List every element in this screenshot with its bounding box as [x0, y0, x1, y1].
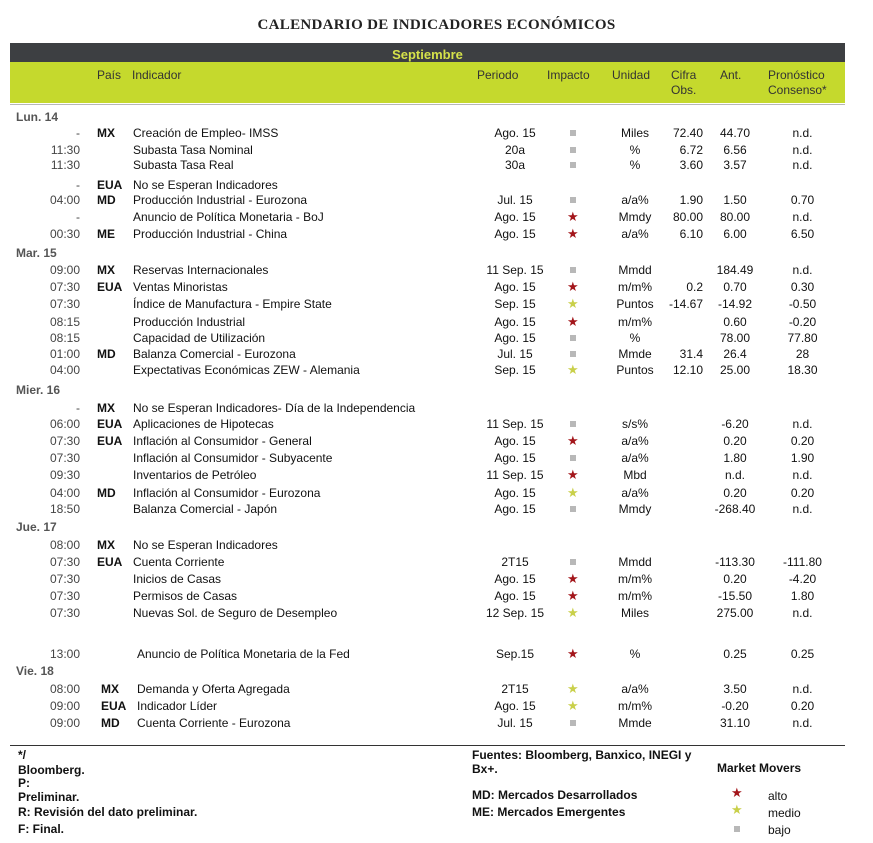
time-cell: 04:00: [49, 363, 80, 377]
square-icon: [570, 147, 576, 153]
time-cell: 18:50: [49, 502, 80, 516]
consensus-cell: 18.30: [787, 363, 818, 377]
table-row: [10, 450, 845, 466]
ant-cell: 0.70: [723, 280, 747, 294]
obs-cell: 6.10: [679, 227, 703, 241]
obs-cell: 6.72: [679, 143, 703, 157]
square-icon: [570, 455, 576, 461]
star-icon: ★: [731, 785, 743, 800]
country-cell: MD: [101, 716, 120, 730]
header-impacto: Impacto: [547, 68, 590, 82]
period-cell: Ago. 15: [494, 210, 536, 224]
time-cell: 04:00: [49, 193, 80, 207]
period-cell: Jul. 15: [497, 716, 533, 730]
unit-cell: Miles: [620, 126, 649, 140]
country-cell: MX: [97, 538, 115, 552]
consensus-cell: -0.20: [788, 315, 817, 329]
ant-cell: 26.4: [723, 347, 747, 361]
square-icon: [570, 267, 576, 273]
consensus-cell: n.d.: [792, 263, 813, 277]
table-header: [10, 65, 845, 103]
impact-cell: ★: [567, 362, 579, 377]
ant-cell: 25.00: [719, 363, 751, 377]
unit-cell: Mmde: [618, 716, 652, 730]
consensus-cell: 1.90: [790, 451, 815, 465]
period-cell: 30a: [504, 158, 526, 172]
sources-text: Fuentes: Bloomberg, Banxico, INEGI y: [472, 748, 692, 762]
ant-cell: 6.56: [723, 143, 747, 157]
unit-cell: m/m%: [618, 699, 652, 713]
header-unidad: Unidad: [612, 68, 651, 82]
period-cell: Ago. 15: [494, 451, 536, 465]
table-row: [10, 485, 845, 501]
indicator-cell: Subasta Tasa Nominal: [133, 143, 253, 157]
legend-label: medio: [768, 806, 801, 820]
impact-cell: ★: [567, 314, 579, 329]
time-cell: 04:00: [49, 486, 80, 500]
ant-cell: 31.10: [719, 716, 751, 730]
time-cell: -: [76, 178, 80, 192]
indicator-cell: Capacidad de Utilización: [133, 331, 266, 345]
ant-cell: -6.20: [721, 417, 749, 431]
day-header: [10, 109, 845, 125]
legend-label: bajo: [768, 823, 791, 837]
table-row: [10, 605, 845, 621]
unit-cell: m/m%: [618, 315, 652, 329]
ant-cell: 3.57: [723, 158, 747, 172]
ant-cell: -113.30: [715, 555, 755, 569]
unit-cell: Mmdy: [618, 210, 652, 224]
square-icon: [570, 720, 576, 726]
time-cell: 07:30: [49, 572, 80, 586]
unit-cell: %: [629, 158, 641, 172]
consensus-cell: 0.30: [790, 280, 815, 294]
time-cell: 07:30: [49, 451, 80, 465]
consensus-cell: n.d.: [792, 682, 813, 696]
period-cell: 2T15: [501, 555, 529, 569]
unit-cell: Mmde: [618, 347, 652, 361]
time-cell: -: [76, 210, 80, 224]
ant-cell: -0.20: [721, 699, 749, 713]
period-cell: Ago. 15: [494, 699, 536, 713]
table-row: [10, 157, 845, 173]
indicator-cell: Balanza Comercial - Eurozona: [133, 347, 296, 361]
country-cell: MD: [97, 486, 116, 500]
time-cell: 11:30: [50, 158, 80, 172]
indicator-cell: Producción Industrial - Eurozona: [133, 193, 308, 207]
unit-cell: %: [629, 143, 641, 157]
consensus-cell: -4.20: [788, 572, 817, 586]
impact-cell: ★: [567, 698, 579, 713]
table-row: [10, 209, 845, 225]
consensus-cell: n.d.: [792, 417, 813, 431]
time-cell: 07:30: [49, 555, 80, 569]
country-cell: MD: [97, 193, 116, 207]
consensus-cell: n.d.: [792, 502, 813, 516]
unit-cell: m/m%: [618, 280, 652, 294]
square-icon: [570, 351, 576, 357]
obs-cell: 72.40: [672, 126, 703, 140]
period-cell: Ago. 15: [494, 589, 536, 603]
ant-cell: 0.20: [723, 486, 747, 500]
period-cell: Sep. 15: [494, 363, 536, 377]
time-cell: 07:30: [49, 606, 80, 620]
country-cell: ME: [97, 227, 115, 241]
header-indicador: Indicador: [132, 68, 182, 82]
consensus-cell: n.d.: [792, 468, 813, 482]
ant-cell: 1.80: [723, 451, 747, 465]
indicator-cell: Inflación al Consumidor - General: [133, 434, 312, 448]
period-cell: 2T15: [501, 682, 529, 696]
header-periodo: Periodo: [477, 68, 519, 82]
unit-cell: %: [629, 331, 641, 345]
footnote-line: Preliminar.: [18, 790, 80, 804]
unit-cell: Mmdd: [618, 263, 652, 277]
square-icon: [570, 506, 576, 512]
unit-cell: a/a%: [621, 193, 649, 207]
table-row: [10, 400, 845, 416]
indicator-cell: Inflación al Consumidor - Eurozona: [133, 486, 321, 500]
legend-label: alto: [768, 789, 788, 803]
period-cell: Ago. 15: [494, 227, 536, 241]
consensus-cell: 0.70: [790, 193, 815, 207]
square-icon: [570, 421, 576, 427]
unit-cell: a/a%: [621, 227, 649, 241]
obs-cell: 1.90: [679, 193, 703, 207]
ant-cell: 184.49: [716, 263, 754, 277]
impact-cell: ★: [567, 646, 579, 661]
impact-cell: ★: [567, 681, 579, 696]
indicator-cell: Inicios de Casas: [133, 572, 222, 586]
consensus-cell: 0.20: [790, 434, 815, 448]
period-cell: Ago. 15: [494, 502, 536, 516]
footnote-line: P:: [18, 776, 30, 790]
indicator-cell: Reservas Internacionales: [133, 263, 269, 277]
footnote-line: F: Final.: [18, 822, 64, 836]
footnote-line: R: Revisión del dato preliminar.: [18, 805, 198, 819]
time-cell: -: [76, 401, 80, 415]
consensus-cell: n.d.: [792, 210, 813, 224]
table-row: [10, 330, 845, 346]
legend-symbol: [731, 787, 747, 803]
impact-cell: ★: [567, 296, 579, 311]
unit-cell: m/m%: [618, 589, 652, 603]
impact-cell: ★: [567, 605, 579, 620]
indicator-cell: Cuenta Corriente: [133, 555, 225, 569]
table-row: [10, 554, 845, 570]
period-cell: 11 Sep. 15: [486, 263, 544, 277]
indicator-cell: Indicador Líder: [137, 699, 218, 713]
header-cifra: Cifra Obs.: [671, 68, 697, 97]
square-icon: [570, 130, 576, 136]
country-cell: MX: [97, 126, 115, 140]
indicator-cell: Ventas Minoristas: [133, 280, 228, 294]
unit-cell: Mmdy: [618, 502, 652, 516]
indicator-cell: Producción Industrial - China: [133, 227, 288, 241]
table-row: [10, 416, 845, 432]
unit-cell: a/a%: [621, 451, 649, 465]
ant-cell: -268.40: [714, 502, 756, 516]
square-icon: [570, 335, 576, 341]
indicator-cell: Índice de Manufactura - Empire State: [133, 297, 332, 311]
time-cell: 07:30: [49, 434, 80, 448]
time-cell: 09:00: [49, 263, 80, 277]
month-header: Septiembre: [10, 43, 845, 65]
page-title: CALENDARIO DE INDICADORES ECONÓMICOS: [257, 17, 616, 33]
country-cell: EUA: [97, 280, 123, 294]
table-row: [10, 537, 845, 553]
indicator-cell: Expectativas Económicas ZEW - Alemania: [133, 363, 360, 377]
ant-cell: 6.00: [723, 227, 747, 241]
period-cell: Ago. 15: [494, 572, 536, 586]
country-cell: MX: [97, 401, 115, 415]
unit-cell: Mbd: [623, 468, 647, 482]
ant-cell: 44.70: [719, 126, 751, 140]
period-cell: 11 Sep. 15: [486, 417, 544, 431]
day-header: [10, 663, 845, 679]
country-cell: EUA: [97, 555, 123, 569]
day-label: Jue. 17: [16, 520, 57, 534]
country-cell: MX: [97, 263, 115, 277]
ant-cell: 80.00: [719, 210, 751, 224]
impact-cell: ★: [567, 485, 579, 500]
indicator-cell: Cuenta Corriente - Eurozona: [137, 716, 291, 730]
table-row: [10, 177, 845, 193]
obs-cell: 12.10: [672, 363, 703, 377]
ant-cell: 0.20: [723, 572, 747, 586]
ant-cell: 275.00: [716, 606, 754, 620]
obs-cell: 80.00: [672, 210, 703, 224]
table-row: [10, 646, 845, 662]
time-cell: 13:00: [49, 647, 80, 661]
table-row: [10, 433, 845, 449]
consensus-cell: -0.50: [788, 297, 817, 311]
obs-cell: 0.2: [686, 280, 703, 294]
indicator-cell: Balanza Comercial - Japón: [133, 502, 278, 516]
unit-cell: Miles: [620, 606, 649, 620]
obs-cell: 31.4: [679, 347, 703, 361]
impact-cell: ★: [567, 226, 579, 241]
unit-cell: Mmdd: [618, 555, 652, 569]
unit-cell: Puntos: [616, 297, 654, 311]
day-label: Lun. 14: [16, 110, 59, 124]
country-cell: EUA: [101, 699, 127, 713]
impact-cell: ★: [567, 279, 579, 294]
legend-title: Market Movers: [717, 761, 802, 775]
unit-cell: s/s%: [621, 417, 648, 431]
day-header: [10, 519, 845, 535]
day-header: [10, 245, 845, 261]
indicator-cell: Creación de Empleo- IMSS: [133, 126, 279, 140]
country-cell: MX: [101, 682, 119, 696]
day-label: Mier. 16: [16, 383, 61, 397]
indicator-cell: Nuevas Sol. de Seguro de Desempleo: [133, 606, 338, 620]
period-cell: Ago. 15: [494, 486, 536, 500]
consensus-cell: n.d.: [792, 143, 813, 157]
indicator-cell: No se Esperan Indicadores- Día de la Independencia: [133, 401, 416, 415]
consensus-cell: 6.50: [790, 227, 815, 241]
consensus-cell: -111.80: [783, 555, 822, 569]
table-row: [10, 262, 845, 278]
period-cell: Sep. 15: [494, 297, 536, 311]
footer-divider: [10, 745, 845, 746]
time-cell: 06:00: [49, 417, 80, 431]
indicator-cell: Subasta Tasa Real: [133, 158, 234, 172]
table-row: [10, 296, 845, 312]
time-cell: 08:15: [49, 315, 80, 329]
country-cell: EUA: [97, 178, 123, 192]
table-row: [10, 698, 845, 714]
period-cell: Ago. 15: [494, 434, 536, 448]
footnote-line: */: [18, 748, 27, 762]
unit-cell: %: [629, 647, 641, 661]
period-cell: 11 Sep. 15: [486, 468, 544, 482]
indicator-cell: Demanda y Oferta Agregada: [137, 682, 290, 696]
indicator-cell: Producción Industrial: [133, 315, 246, 329]
day-header: [10, 382, 845, 398]
impact-cell: ★: [567, 209, 579, 224]
table-row: [10, 362, 845, 378]
table-row: [10, 571, 845, 587]
header-ant: Ant.: [720, 68, 742, 82]
indicator-cell: Inventarios de Petróleo: [133, 468, 257, 482]
time-cell: 09:00: [49, 699, 80, 713]
time-cell: 08:15: [49, 331, 80, 345]
square-icon: [570, 162, 576, 168]
unit-cell: a/a%: [621, 434, 649, 448]
indicator-cell: No se Esperan Indicadores: [133, 178, 278, 192]
country-cell: EUA: [97, 417, 123, 431]
table-row: [10, 314, 845, 330]
obs-cell: 3.60: [679, 158, 703, 172]
period-cell: Jul. 15: [497, 347, 533, 361]
star-icon: ★: [731, 802, 743, 817]
time-cell: 09:30: [49, 468, 80, 482]
indicator-cell: Anuncio de Política Monetaria de la Fed: [137, 647, 350, 661]
table-row: [10, 279, 845, 295]
country-cell: EUA: [97, 434, 123, 448]
indicator-cell: Inflación al Consumidor - Subyacente: [133, 451, 333, 465]
legend-symbol: [731, 821, 747, 837]
indicator-cell: Aplicaciones de Hipotecas: [133, 417, 274, 431]
impact-cell: ★: [567, 571, 579, 586]
impact-cell: ★: [567, 467, 579, 482]
md-note: MD: Mercados Desarrollados: [472, 788, 638, 802]
time-cell: 08:00: [49, 682, 80, 696]
consensus-cell: 28: [795, 347, 810, 361]
time-cell: 07:30: [49, 297, 80, 311]
table-row: [10, 681, 845, 697]
period-cell: 20a: [504, 143, 526, 157]
consensus-cell: n.d.: [792, 716, 813, 730]
square-icon: [734, 826, 740, 832]
table-row: [10, 226, 845, 242]
period-cell: Sep.15: [495, 647, 535, 661]
table-row: [10, 715, 845, 731]
table-row: [10, 346, 845, 362]
time-cell: 11:30: [50, 143, 80, 157]
header-pronostico: Pronóstico Consenso*: [768, 68, 827, 97]
table-row: [10, 588, 845, 604]
indicator-cell: Anuncio de Política Monetaria - BoJ: [133, 210, 324, 224]
table-row: [10, 467, 845, 483]
unit-cell: a/a%: [621, 682, 649, 696]
period-cell: Ago. 15: [494, 280, 536, 294]
time-cell: 07:30: [49, 280, 80, 294]
time-cell: 00:30: [49, 227, 80, 241]
obs-cell: -14.67: [668, 297, 703, 311]
unit-cell: m/m%: [618, 572, 652, 586]
unit-cell: a/a%: [621, 486, 649, 500]
indicator-table-body: [10, 104, 845, 745]
header-pais: País: [97, 68, 122, 82]
sources-text: Bx+.: [472, 762, 498, 776]
country-cell: MD: [97, 347, 116, 361]
square-icon: [570, 197, 576, 203]
impact-cell: ★: [567, 433, 579, 448]
ant-cell: -14.92: [717, 297, 753, 311]
ant-cell: -15.50: [717, 589, 753, 603]
day-label: Vie. 18: [16, 664, 54, 678]
legend-symbol: [731, 804, 747, 820]
day-label: Mar. 15: [16, 246, 57, 260]
table-row: [10, 501, 845, 517]
time-cell: 07:30: [49, 589, 80, 603]
time-cell: 08:00: [49, 538, 80, 552]
period-cell: Ago. 15: [494, 126, 536, 140]
time-cell: -: [76, 126, 80, 140]
ant-cell: 0.20: [723, 434, 747, 448]
ant-cell: 0.60: [723, 315, 747, 329]
period-cell: Ago. 15: [494, 315, 536, 329]
ant-cell: n.d.: [724, 468, 745, 482]
consensus-cell: n.d.: [792, 158, 813, 172]
unit-cell: Puntos: [616, 363, 654, 377]
consensus-cell: n.d.: [792, 606, 813, 620]
table-row: [10, 125, 845, 141]
indicator-cell: Permisos de Casas: [133, 589, 238, 603]
time-cell: 09:00: [49, 716, 80, 730]
time-cell: 01:00: [49, 347, 80, 361]
consensus-cell: 0.25: [790, 647, 815, 661]
indicator-cell: No se Esperan Indicadores: [133, 538, 278, 552]
me-note: ME: Mercados Emergentes: [472, 805, 626, 819]
table-row: [10, 192, 845, 208]
table-row: [10, 142, 845, 158]
ant-cell: 1.50: [723, 193, 747, 207]
consensus-cell: 0.20: [790, 699, 815, 713]
ant-cell: 3.50: [723, 682, 747, 696]
period-cell: Jul. 15: [497, 193, 533, 207]
square-icon: [570, 559, 576, 565]
period-cell: Ago. 15: [494, 331, 536, 345]
footnote-line: Bloomberg.: [18, 763, 85, 777]
ant-cell: 78.00: [719, 331, 751, 345]
ant-cell: 0.25: [723, 647, 747, 661]
consensus-cell: 0.20: [790, 486, 815, 500]
consensus-cell: 1.80: [790, 589, 815, 603]
consensus-cell: n.d.: [792, 126, 813, 140]
impact-cell: ★: [567, 588, 579, 603]
period-cell: 12 Sep. 15: [485, 606, 545, 620]
consensus-cell: 77.80: [787, 331, 818, 345]
